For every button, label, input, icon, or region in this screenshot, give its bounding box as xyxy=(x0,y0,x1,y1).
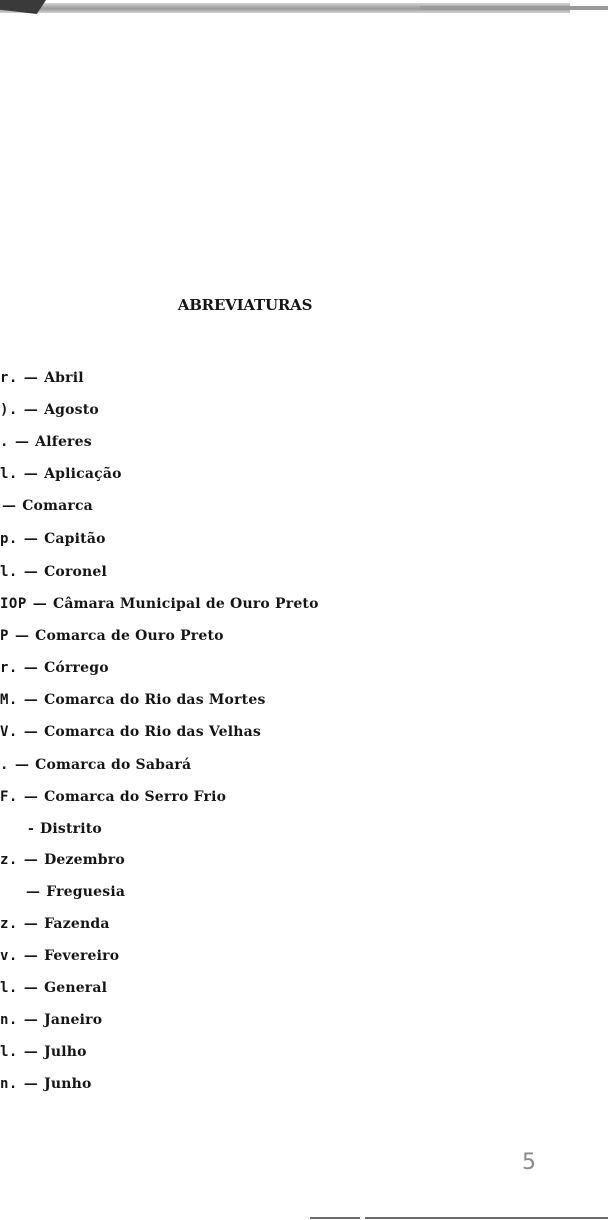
separator-dash: — xyxy=(23,370,39,386)
abbreviation-term: r. xyxy=(0,660,18,676)
page-number: 5 xyxy=(522,1150,537,1175)
abbreviation-entry xyxy=(26,883,125,901)
abbreviation-meaning: Comarca do Rio das Velhas xyxy=(44,724,261,740)
abbreviation-meaning: Aplicação xyxy=(44,466,122,482)
separator-dash: — xyxy=(26,884,41,900)
abbreviation-meaning: Comarca de Ouro Preto xyxy=(35,628,224,644)
separator-dash: — xyxy=(14,628,30,644)
abbreviation-entry xyxy=(0,563,107,581)
abbreviation-term: IOP xyxy=(0,596,27,612)
abbreviation-term: ). xyxy=(0,402,18,418)
separator-dash: — xyxy=(23,564,39,580)
abbreviation-meaning: Coronel xyxy=(44,564,108,580)
abbreviation-entry xyxy=(0,595,319,613)
abbreviation-term: v. xyxy=(0,948,18,964)
abbreviation-meaning: Agosto xyxy=(44,402,99,418)
scan-artifact-band-right xyxy=(420,6,608,10)
abbreviation-term: l. xyxy=(0,564,18,580)
abbreviation-meaning: Fazenda xyxy=(44,916,110,932)
abbreviation-entry xyxy=(0,723,261,741)
separator-dash: — xyxy=(2,498,17,514)
separator-dash: — xyxy=(23,948,39,964)
abbreviation-entry xyxy=(0,433,92,451)
abbreviation-entry xyxy=(0,530,106,548)
abbreviation-term: . xyxy=(0,434,9,450)
abbreviation-meaning: General xyxy=(44,980,108,996)
separator-dash: - xyxy=(28,821,35,837)
abbreviation-entry xyxy=(0,851,125,869)
abbreviation-entry xyxy=(0,947,119,965)
separator-dash: — xyxy=(23,660,39,676)
abbreviation-meaning: Janeiro xyxy=(44,1012,103,1028)
separator-dash: — xyxy=(23,1076,39,1092)
abbreviation-term: F. xyxy=(0,789,18,805)
abbreviation-term: P xyxy=(0,628,9,644)
abbreviation-meaning: Freguesia xyxy=(46,884,126,900)
abbreviation-meaning: Distrito xyxy=(40,821,102,837)
scan-artifact-bottom-line xyxy=(310,1217,360,1219)
abbreviation-term: . xyxy=(0,757,9,773)
abbreviation-meaning: Junho xyxy=(44,1076,92,1092)
abbreviation-term: l. xyxy=(0,980,18,996)
abbreviation-entry xyxy=(0,1075,92,1093)
abbreviation-entry xyxy=(0,659,109,677)
abbreviation-entry xyxy=(0,1043,87,1061)
abbreviation-term: M. xyxy=(0,692,18,708)
separator-dash: — xyxy=(14,434,30,450)
scan-artifact-bottom-line xyxy=(365,1217,608,1219)
abbreviation-entry xyxy=(0,979,107,997)
abbreviation-meaning: Córrego xyxy=(44,660,109,676)
abbreviation-meaning: Abril xyxy=(44,370,84,386)
abbreviation-entry xyxy=(0,756,191,774)
abbreviation-entry xyxy=(0,627,224,645)
separator-dash: — xyxy=(23,916,39,932)
abbreviation-term: n. xyxy=(0,1076,18,1092)
abbreviation-entry xyxy=(0,465,122,483)
separator-dash: — xyxy=(23,724,39,740)
abbreviation-term: z. xyxy=(0,916,18,932)
abbreviation-entry xyxy=(0,401,99,419)
abbreviation-term: r. xyxy=(0,370,18,386)
scanned-top-edge xyxy=(0,0,608,22)
separator-dash: — xyxy=(23,1012,39,1028)
abbreviation-entry xyxy=(0,691,266,709)
separator-dash: — xyxy=(14,757,30,773)
abbreviation-term: p. xyxy=(0,531,18,547)
abbreviation-meaning: Capitão xyxy=(44,531,106,547)
abbreviation-entry xyxy=(28,820,102,838)
abbreviation-meaning: Comarca do Rio das Mortes xyxy=(44,692,266,708)
abbreviation-meaning: Câmara Municipal de Ouro Preto xyxy=(53,596,319,612)
separator-dash: — xyxy=(23,789,39,805)
abbreviation-entry xyxy=(0,369,84,387)
separator-dash: — xyxy=(23,466,39,482)
abbreviation-meaning: Alferes xyxy=(35,434,92,450)
abbreviation-entry xyxy=(0,1011,102,1029)
abbreviation-entry xyxy=(0,788,226,806)
separator-dash: — xyxy=(23,1044,39,1060)
abbreviation-meaning: Comarca xyxy=(22,498,93,514)
abbreviation-term: l. xyxy=(0,1044,18,1060)
abbreviation-meaning: Comarca do Sabará xyxy=(35,757,192,773)
abbreviation-term: l. xyxy=(0,466,18,482)
separator-dash: — xyxy=(23,980,39,996)
abbreviation-term: n. xyxy=(0,1012,18,1028)
abbreviation-meaning: Dezembro xyxy=(44,852,125,868)
separator-dash: — xyxy=(23,531,39,547)
separator-dash: — xyxy=(23,402,39,418)
abbreviation-entry xyxy=(0,915,110,933)
abbreviation-meaning: Julho xyxy=(44,1044,87,1060)
abbreviation-meaning: Fevereiro xyxy=(44,948,120,964)
abbreviation-meaning: Comarca do Serro Frio xyxy=(44,789,227,805)
abbreviation-term: z. xyxy=(0,852,18,868)
abbreviation-entry xyxy=(2,497,93,515)
separator-dash: — xyxy=(32,596,47,612)
page-title: ABREVIATURAS xyxy=(177,296,313,315)
separator-dash: — xyxy=(23,852,39,868)
abbreviation-term: V. xyxy=(0,724,18,740)
separator-dash: — xyxy=(23,692,39,708)
